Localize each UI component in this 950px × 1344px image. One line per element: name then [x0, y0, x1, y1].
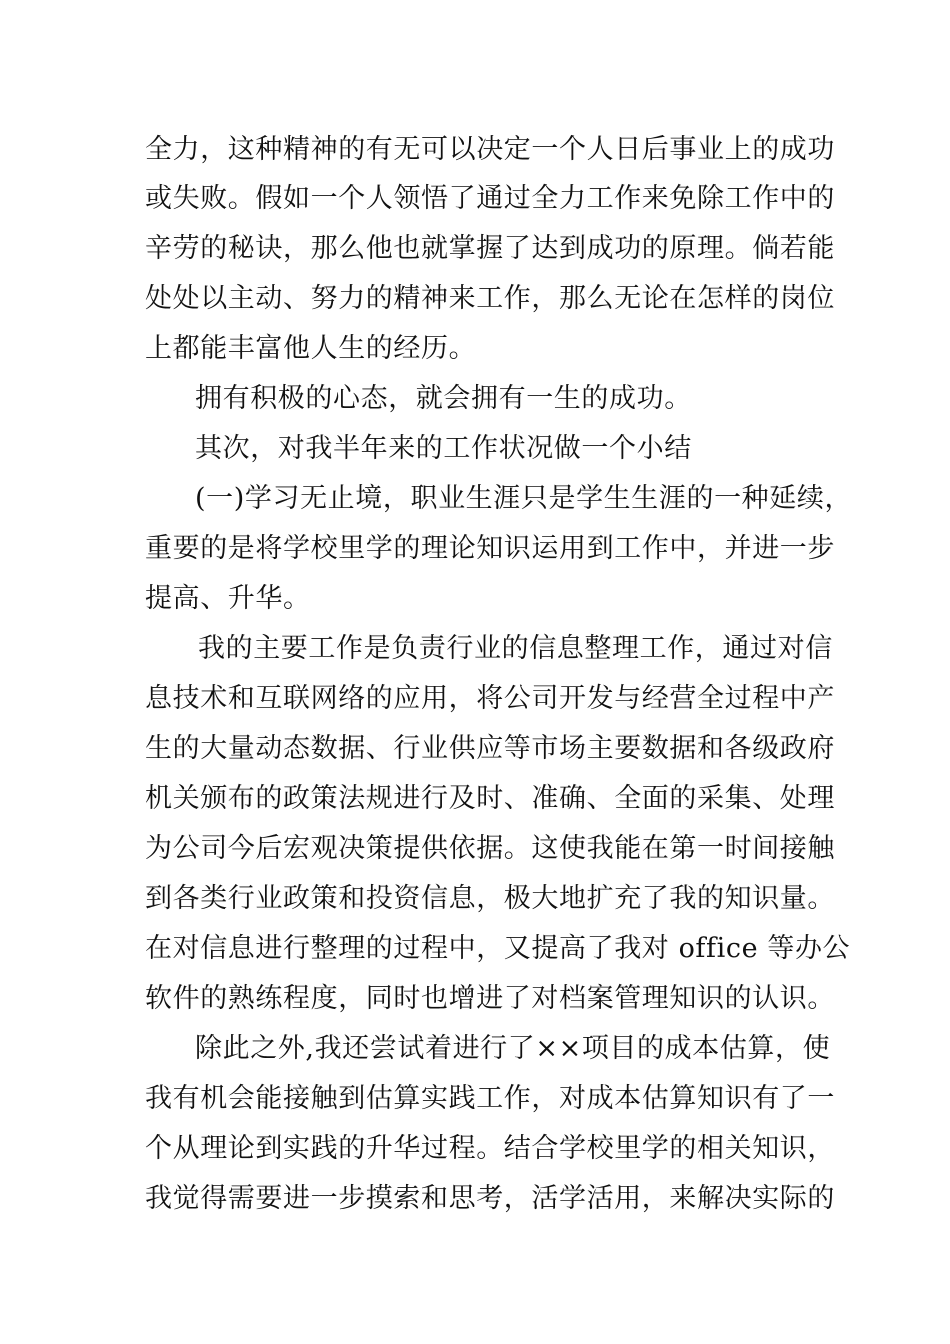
text-line: 我的主要工作是负责行业的信息整理工作，通过对信	[198, 633, 833, 664]
text-line: 处处以主动、努力的精神来工作，那么无论在怎样的岗位	[145, 283, 835, 314]
text-line: 息技术和互联网络的应用，将公司开发与经营全过程中产	[145, 683, 835, 714]
text-line: 我觉得需要进一步摸索和思考，活学活用，来解决实际的	[145, 1183, 835, 1214]
text-line: 到各类行业政策和投资信息，极大地扩充了我的知识量。	[145, 883, 835, 914]
text-line: 我有机会能接触到估算实践工作，对成本估算知识有了一	[145, 1083, 835, 1114]
text-line: 除此之外,我还尝试着进行了××项目的成本估算，使	[195, 1033, 831, 1064]
text-line: 提高、升华。	[145, 583, 311, 614]
text-line: 生的大量动态数据、行业供应等市场主要数据和各级政府	[145, 733, 835, 764]
text-line: 机关颁布的政策法规进行及时、准确、全面的采集、处理	[145, 783, 835, 814]
text-line: 为公司今后宏观决策提供依据。这使我能在第一时间接触	[145, 833, 835, 864]
text-line: 其次，对我半年来的工作状况做一个小结	[195, 433, 692, 464]
text-line: 全力，这种精神的有无可以决定一个人日后事业上的成功	[145, 134, 835, 165]
text-line: 拥有积极的心态，就会拥有一生的成功。	[195, 383, 692, 414]
text-line: 重要的是将学校里学的理论知识运用到工作中，并进一步	[145, 533, 835, 564]
text-line: 或失败。假如一个人领悟了通过全力工作来免除工作中的	[145, 183, 835, 214]
text-line: 辛劳的秘诀，那么他也就掌握了达到成功的原理。倘若能	[145, 233, 835, 264]
text-line: 个从理论到实践的升华过程。结合学校里学的相关知识，	[145, 1133, 835, 1164]
text-line: 上都能丰富他人生的经历。	[145, 333, 477, 364]
text-line: 软件的熟练程度，同时也增进了对档案管理知识的认识。	[145, 983, 835, 1014]
text-line: 在对信息进行整理的过程中，又提高了我对 office 等办公	[145, 933, 851, 964]
text-line: (一)学习无止境，职业生涯只是学生生涯的一种延续，	[195, 483, 853, 514]
